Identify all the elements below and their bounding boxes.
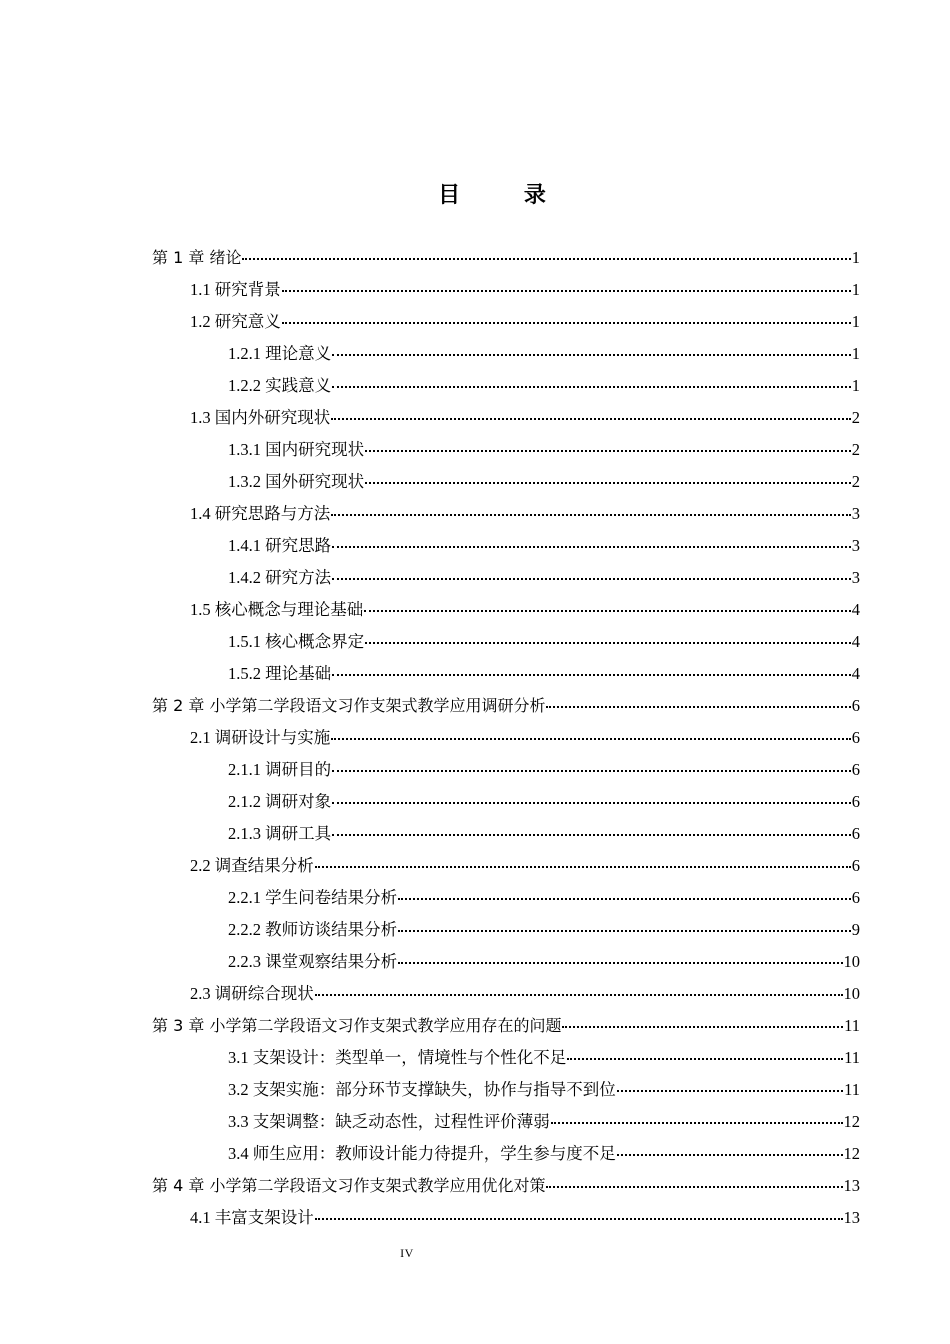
toc-entry-page: 1 (851, 280, 860, 299)
toc-entry-label: 4.1 丰富支架设计 (190, 1208, 314, 1227)
dot-leader (282, 274, 851, 293)
dot-leader (242, 242, 850, 261)
toc-entry-label: 1.4.1 研究思路 (228, 536, 332, 555)
toc-entry-label: 1.3.1 国内研究现状 (228, 440, 365, 459)
dot-leader (332, 786, 851, 805)
toc-entry-page: 12 (843, 1144, 860, 1163)
toc-entry-page: 3 (851, 568, 860, 587)
toc-entry-page: 3 (851, 504, 860, 523)
toc-entry-page: 1 (851, 248, 860, 267)
toc-entry-page: 1 (851, 312, 860, 331)
toc-entry-label: 2.2.1 学生问卷结果分析 (228, 888, 398, 907)
dot-leader (365, 626, 851, 645)
dot-leader (282, 306, 851, 325)
dot-leader (546, 1170, 842, 1189)
toc-entry-page: 6 (851, 792, 860, 811)
dot-leader (562, 1010, 843, 1029)
toc-entry[interactable] (152, 1108, 860, 1140)
toc-entry-page: 6 (851, 728, 860, 747)
toc-entry[interactable] (152, 980, 860, 1012)
toc-entry-page: 10 (843, 952, 860, 971)
toc-entry-page: 9 (851, 920, 860, 939)
page-number: IV (400, 1246, 414, 1260)
toc-entry[interactable] (152, 404, 860, 436)
toc-entry[interactable] (152, 532, 860, 564)
toc-entry[interactable] (152, 436, 860, 468)
dot-leader (315, 978, 843, 997)
toc-entry-label: 2.2.2 教师访谈结果分析 (228, 920, 398, 939)
toc-entry-label: 2.1.3 调研工具 (228, 824, 332, 843)
toc-entry-page: 2 (851, 472, 860, 491)
toc-entry-label: 第 1 章 绪论 (152, 248, 242, 267)
toc-entry-label: 1.5 核心概念与理论基础 (190, 600, 364, 619)
dot-leader (332, 562, 851, 581)
dot-leader (332, 658, 851, 677)
toc-entry[interactable] (152, 564, 860, 596)
toc-entry-label: 2.2.3 课堂观察结果分析 (228, 952, 398, 971)
toc-entry[interactable] (152, 276, 860, 308)
toc-entry[interactable] (152, 948, 860, 980)
dot-leader (398, 882, 851, 901)
toc-entry[interactable] (152, 244, 860, 276)
dot-leader (364, 594, 851, 613)
toc-entry-label: 1.5.2 理论基础 (228, 664, 332, 683)
toc-entry-page: 10 (843, 984, 860, 1003)
dot-leader (332, 754, 851, 773)
toc-entry-page: 13 (843, 1208, 860, 1227)
toc-entry[interactable] (152, 1204, 860, 1236)
toc-entry[interactable] (152, 852, 860, 884)
toc-entry-page: 3 (851, 536, 860, 555)
dot-leader (365, 466, 851, 485)
toc-entry[interactable] (152, 1172, 860, 1204)
toc-entry-page: 11 (844, 1080, 860, 1099)
toc-entry-page: 2 (851, 440, 860, 459)
dot-leader (398, 946, 842, 965)
toc-entry[interactable] (152, 468, 860, 500)
toc-entry-page: 11 (844, 1048, 860, 1067)
dot-leader (546, 690, 850, 709)
toc-entry-label: 2.1.2 调研对象 (228, 792, 332, 811)
dot-leader (331, 498, 851, 517)
toc-entry[interactable] (152, 692, 860, 724)
toc-entry[interactable] (152, 1012, 860, 1044)
toc-entry-label: 1.5.1 核心概念界定 (228, 632, 365, 651)
toc-entry-label: 1.4.2 研究方法 (228, 568, 332, 587)
toc-entry-page: 4 (851, 664, 860, 683)
toc-entry[interactable] (152, 756, 860, 788)
toc-entry-label: 2.1 调研设计与实施 (190, 728, 331, 747)
toc-entry[interactable] (152, 1140, 860, 1172)
dot-leader (332, 818, 851, 837)
toc-entry[interactable] (152, 788, 860, 820)
toc-entry[interactable] (152, 1076, 860, 1108)
toc-entry[interactable] (152, 340, 860, 372)
toc-entry[interactable] (152, 916, 860, 948)
toc-entry-page: 13 (843, 1176, 860, 1195)
toc-entry-page: 11 (844, 1016, 860, 1035)
dot-leader (332, 530, 851, 549)
toc-entry[interactable] (152, 308, 860, 340)
toc-entry[interactable] (152, 628, 860, 660)
dot-leader (567, 1042, 843, 1061)
toc-entry-label: 第 3 章 小学第二学段语文习作支架式教学应用存在的问题 (152, 1016, 562, 1035)
toc-entry-page: 6 (851, 696, 860, 715)
toc-entry-page: 4 (851, 632, 860, 651)
toc-entry[interactable] (152, 500, 860, 532)
toc-entry-page: 6 (851, 888, 860, 907)
toc-entry-label: 1.2.2 实践意义 (228, 376, 332, 395)
toc-entry-page: 1 (851, 344, 860, 363)
toc-entry-label: 1.2 研究意义 (190, 312, 281, 331)
toc-entry-page: 1 (851, 376, 860, 395)
dot-leader (398, 914, 851, 933)
toc-entry-label: 2.2 调查结果分析 (190, 856, 314, 875)
toc-entry-label: 1.2.1 理论意义 (228, 344, 332, 363)
toc-entry-page: 12 (843, 1112, 860, 1131)
toc-entry-label: 2.1.1 调研目的 (228, 760, 332, 779)
toc-entry-page: 2 (851, 408, 860, 427)
dot-leader (332, 370, 851, 389)
toc-entry-label: 1.3.2 国外研究现状 (228, 472, 365, 491)
toc-entry-label: 1.4 研究思路与方法 (190, 504, 331, 523)
toc-entry-label: 2.3 调研综合现状 (190, 984, 314, 1003)
dot-leader (365, 434, 851, 453)
dot-leader (617, 1074, 843, 1093)
dot-leader (315, 1202, 843, 1221)
toc-entry-label: 1.1 研究背景 (190, 280, 281, 299)
dot-leader (331, 402, 851, 421)
toc-entry-label: 第 2 章 小学第二学段语文习作支架式教学应用调研分析 (152, 696, 546, 715)
toc-entry-page: 4 (851, 600, 860, 619)
dot-leader (551, 1106, 843, 1125)
toc-entry-page: 6 (851, 824, 860, 843)
toc-entry-label: 3.3 支架调整：缺乏动态性，过程性评价薄弱 (228, 1112, 550, 1131)
toc-entry-page: 6 (851, 856, 860, 875)
toc-entry-label: 3.4 师生应用：教师设计能力待提升，学生参与度不足 (228, 1144, 616, 1163)
dot-leader (331, 722, 851, 741)
toc-entry[interactable] (152, 660, 860, 692)
toc-entry-page: 6 (851, 760, 860, 779)
dot-leader (617, 1138, 843, 1157)
toc-entry[interactable] (152, 724, 860, 756)
dot-leader (332, 338, 851, 357)
table-of-contents (152, 244, 860, 1236)
toc-entry-label: 3.2 支架实施：部分环节支撑缺失，协作与指导不到位 (228, 1080, 616, 1099)
toc-entry[interactable] (152, 820, 860, 852)
toc-entry[interactable] (152, 596, 860, 628)
page-title: 目 录 (438, 183, 574, 208)
toc-entry[interactable] (152, 372, 860, 404)
toc-entry-label: 3.1 支架设计：类型单一，情境性与个性化不足 (228, 1048, 567, 1067)
toc-entry-label: 第 4 章 小学第二学段语文习作支架式教学应用优化对策 (152, 1176, 546, 1195)
toc-entry[interactable] (152, 1044, 860, 1076)
toc-entry-label: 1.3 国内外研究现状 (190, 408, 331, 427)
toc-entry[interactable] (152, 884, 860, 916)
dot-leader (315, 850, 851, 869)
